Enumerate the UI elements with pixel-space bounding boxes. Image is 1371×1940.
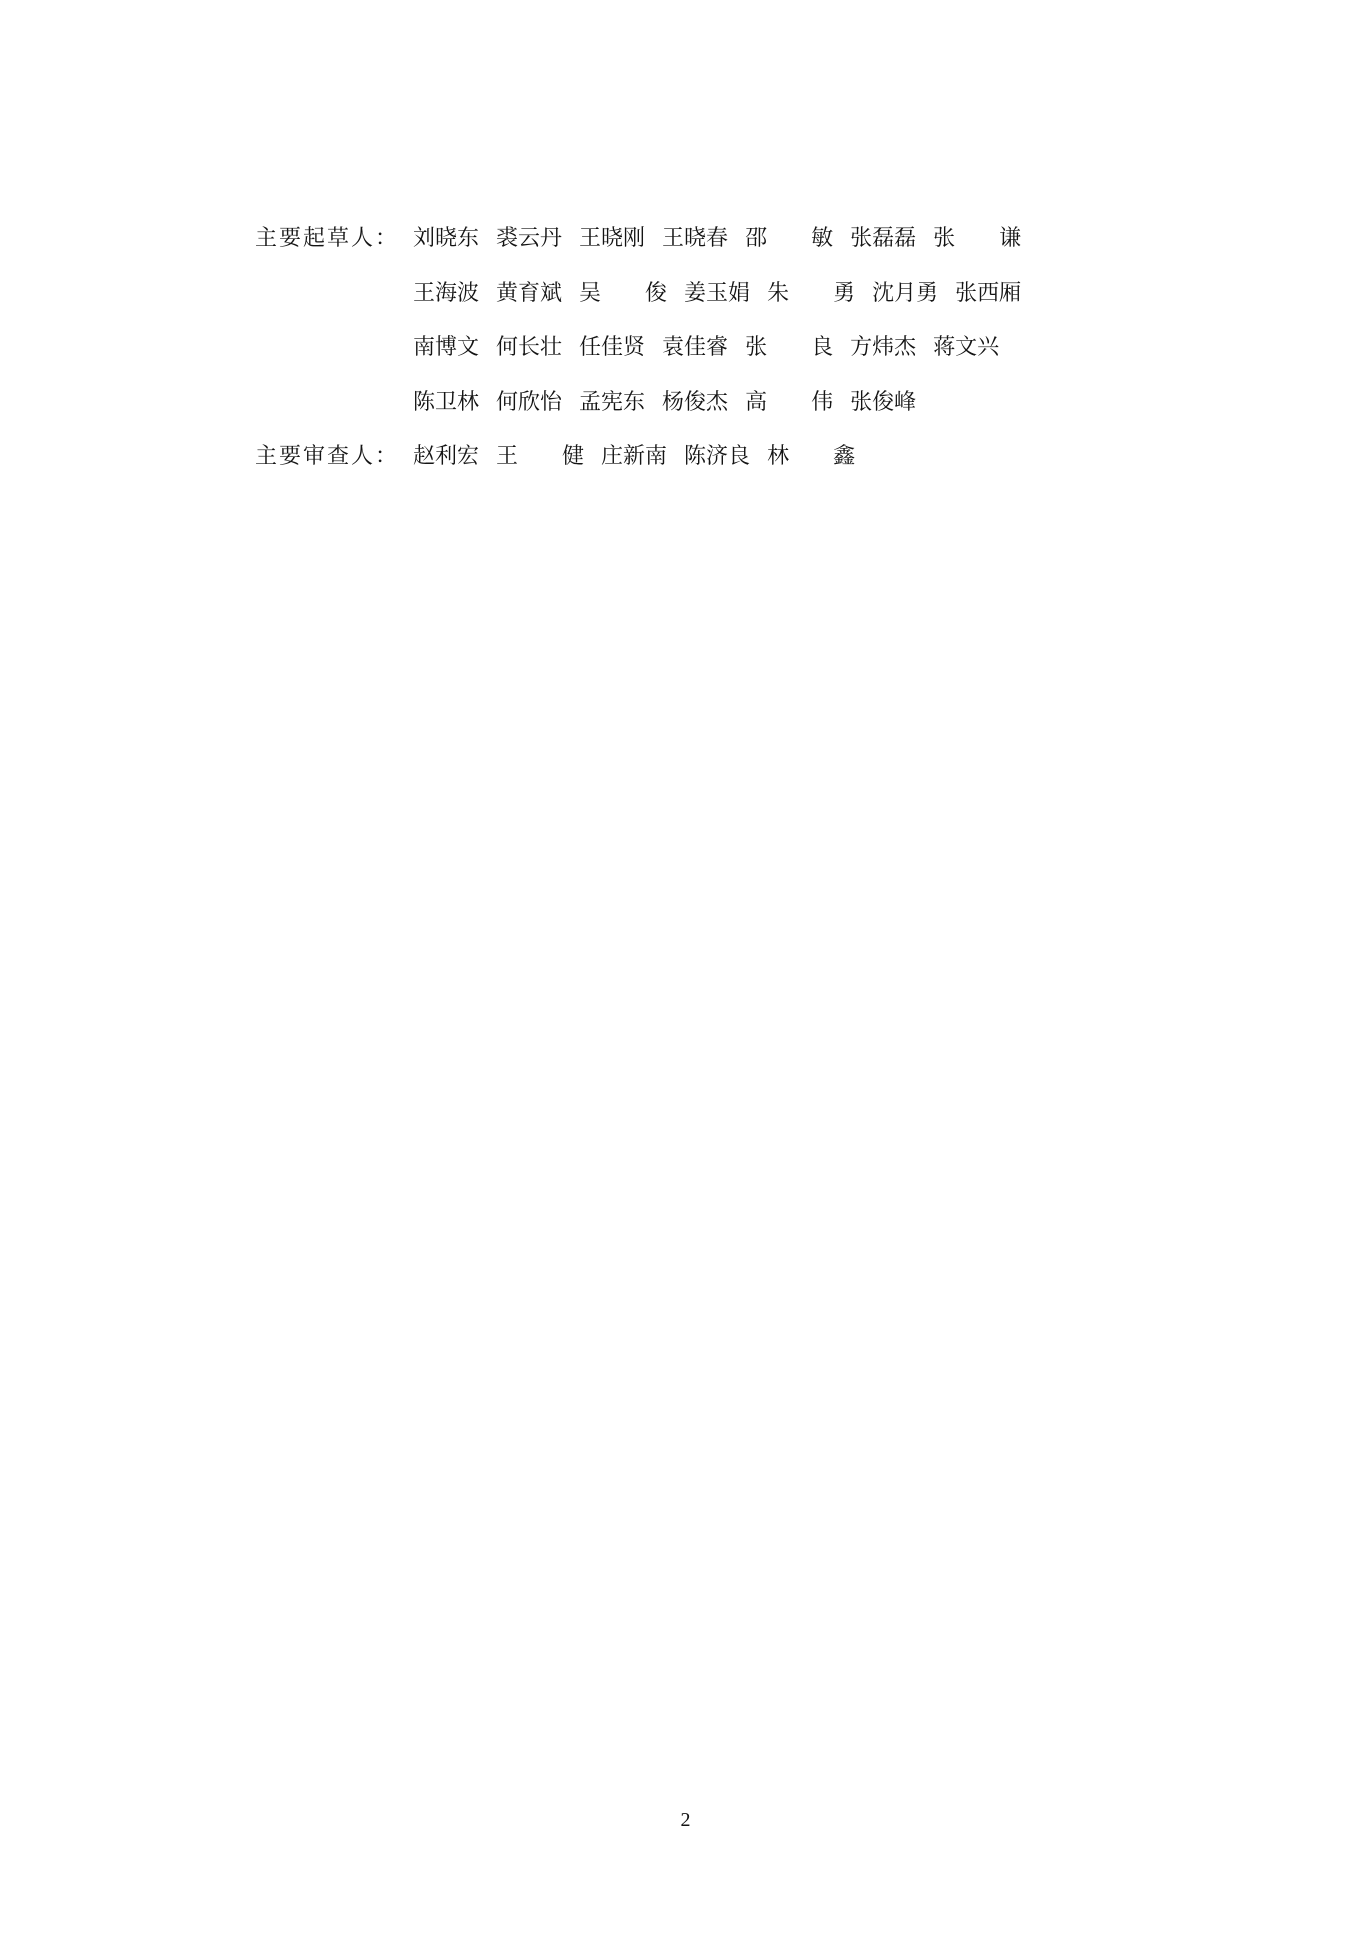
reviewers-label: 主要审查人： (255, 443, 400, 468)
drafter-name: 朱 勇 (767, 279, 856, 305)
reviewer-name: 陈济良 (684, 443, 751, 468)
drafter-name: 沈月勇 (872, 279, 939, 305)
drafter-names-row-2 (413, 266, 1021, 321)
drafter-name: 张磊磊 (850, 225, 917, 250)
drafter-name: 王海波 (413, 279, 480, 305)
drafter-names-row-1 (413, 211, 1021, 266)
drafter-names-row-3 (413, 320, 999, 375)
drafter-name: 高 伟 (745, 388, 834, 414)
reviewer-name: 赵利宏 (413, 443, 480, 468)
drafter-name: 邵 敏 (745, 225, 834, 250)
drafter-name: 杨俊杰 (662, 388, 729, 414)
drafter-name: 吴 俊 (579, 279, 668, 305)
drafter-name: 刘晓东 (413, 225, 480, 250)
drafter-name: 任佳贤 (579, 334, 646, 359)
reviewer-name: 林 鑫 (767, 443, 856, 468)
drafters-row-1 (255, 211, 1021, 266)
drafter-name: 张西厢 (955, 279, 1022, 305)
drafter-name: 方炜杰 (850, 334, 917, 359)
drafters-row-2 (255, 266, 1021, 321)
drafter-names-row-4 (413, 375, 916, 430)
drafter-name: 张 谦 (933, 225, 1022, 250)
drafter-name: 姜玉娟 (684, 279, 751, 305)
drafter-name: 陈卫林 (413, 388, 480, 414)
drafter-name: 裘云丹 (496, 225, 563, 250)
drafter-name: 何欣怡 (496, 388, 563, 414)
drafters-label: 主要起草人： (255, 225, 400, 250)
reviewer-name: 王 健 (496, 443, 585, 468)
reviewer-name: 庄新南 (601, 443, 668, 468)
drafter-name: 袁佳睿 (662, 334, 729, 359)
drafter-name: 黄育斌 (496, 279, 563, 305)
drafters-row-4 (255, 375, 1021, 430)
page-number: 2 (680, 1809, 691, 1831)
drafter-name: 王晓春 (662, 225, 729, 250)
drafter-name: 孟宪东 (579, 388, 646, 414)
drafter-name: 王晓刚 (579, 225, 646, 250)
reviewers-row (255, 429, 1021, 484)
drafter-name: 何长壮 (496, 334, 563, 359)
credits-block (255, 211, 1021, 484)
drafter-name: 张 良 (745, 334, 834, 359)
reviewer-names-row (413, 429, 855, 484)
drafters-row-3 (255, 320, 1021, 375)
drafter-name: 张俊峰 (850, 388, 917, 414)
drafter-name: 南博文 (413, 334, 480, 359)
drafter-name: 蒋文兴 (933, 334, 1000, 359)
